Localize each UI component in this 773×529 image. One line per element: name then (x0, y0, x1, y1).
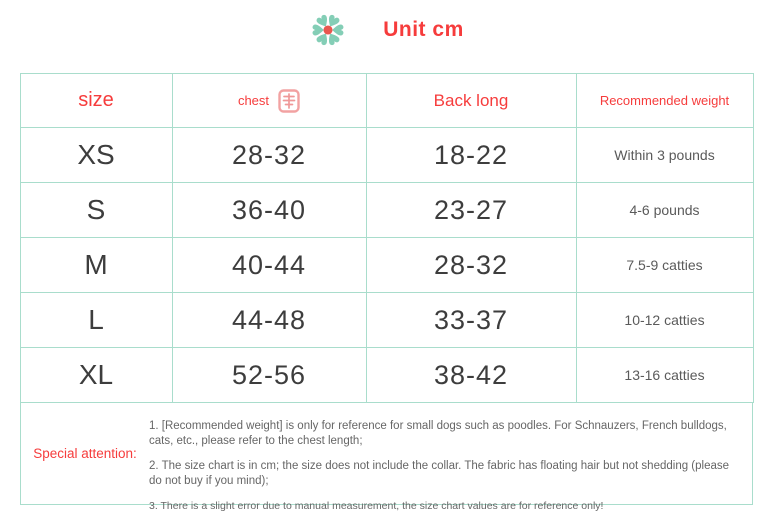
unit-label: Unit cm (383, 18, 464, 41)
cell-weight: 4-6 pounds (576, 183, 753, 238)
cell-size: L (20, 293, 172, 348)
cell-weight: 13-16 catties (576, 348, 753, 403)
cell-chest: 36-40 (172, 183, 366, 238)
cell-chest: 44-48 (172, 293, 366, 348)
cell-chest: 28-32 (172, 128, 366, 183)
cell-back-long: 23-27 (366, 183, 576, 238)
table-header-row (20, 74, 753, 128)
cell-back-long: 38-42 (366, 348, 576, 403)
cell-back-long: 28-32 (366, 238, 576, 293)
note-item: 1. [Recommended weight] is only for reference for small dogs such as poodles. For Schnauzers, French bulldogs, cats, etc., please refer to the chest length; (149, 420, 727, 447)
cell-size: XL (20, 348, 172, 403)
size-chart-table (20, 73, 754, 403)
special-attention-label: Special attention: (33, 446, 137, 461)
header-chest (172, 74, 366, 128)
table-row (20, 348, 753, 403)
notes-list (149, 403, 752, 512)
note-item: 2. The size chart is in cm; the size does not include the collar. The fabric has floating hair but not shedding (please do not buy if you mind); (149, 460, 730, 487)
cell-size: XS (20, 128, 172, 183)
cell-size: M (20, 238, 172, 293)
table-row (20, 293, 753, 348)
cell-size: S (20, 183, 172, 238)
page-header (0, 0, 773, 49)
header-back-long-label: Back long (433, 90, 509, 110)
cell-back-long: 18-22 (366, 128, 576, 183)
cell-weight: 10-12 catties (576, 293, 753, 348)
cell-chest: 40-44 (172, 238, 366, 293)
cell-chest: 52-56 (172, 348, 366, 403)
header-back-long (366, 74, 576, 128)
table-row (20, 128, 753, 183)
chest-circumference-stamp-icon (278, 89, 300, 113)
flower-icon (309, 11, 347, 49)
cell-back-long: 33-37 (366, 293, 576, 348)
header-size-label: size (78, 89, 114, 111)
header-size (20, 74, 172, 128)
table-row (20, 183, 753, 238)
cell-weight: 7.5-9 catties (576, 238, 753, 293)
header-chest-label: chest (237, 93, 270, 108)
cell-weight: Within 3 pounds (576, 128, 753, 183)
table-row (20, 238, 753, 293)
header-recommended-weight-label: Recommended weight (599, 93, 730, 108)
note-item: 3. There is a slight error due to manual measurement, the size chart values are for reference only! (149, 500, 604, 512)
header-recommended-weight (576, 74, 753, 128)
special-attention-section (20, 403, 753, 512)
